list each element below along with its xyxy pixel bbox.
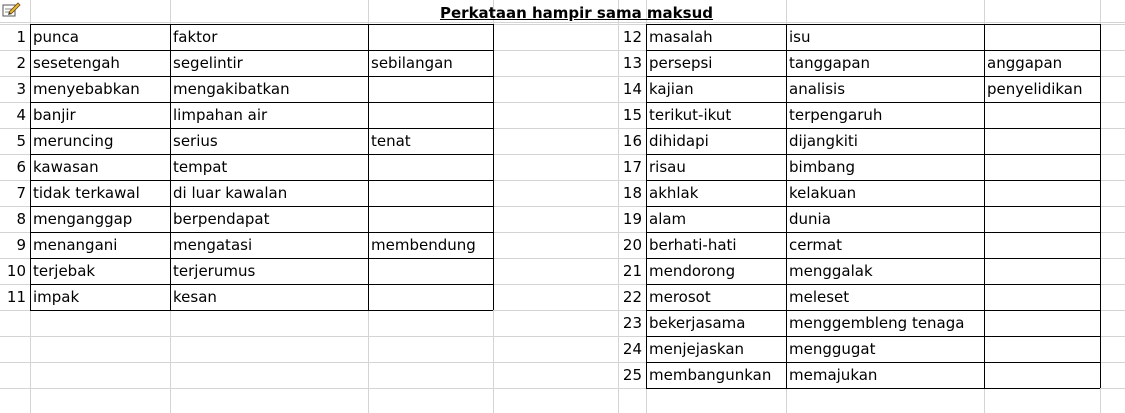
- row-number[interactable]: 20: [622, 236, 642, 254]
- row-number[interactable]: 6: [16, 158, 26, 176]
- synonym-extra-cell[interactable]: [368, 284, 493, 310]
- word-cell[interactable]: merosot: [649, 288, 711, 306]
- synonym-cell[interactable]: serius: [173, 132, 218, 150]
- synonym-extra-cell[interactable]: membendung: [371, 236, 476, 254]
- synonym-cell[interactable]: mengakibatkan: [173, 80, 290, 98]
- word-cell[interactable]: terjebak: [33, 262, 96, 280]
- word-cell[interactable]: meruncing: [33, 132, 114, 150]
- synonym-cell[interactable]: analisis: [789, 80, 846, 98]
- synonym-extra-cell[interactable]: [368, 206, 493, 232]
- row-number[interactable]: 22: [622, 288, 642, 306]
- word-cell[interactable]: mendorong: [649, 262, 736, 280]
- word-cell[interactable]: menangani: [33, 236, 118, 254]
- synonym-extra-cell[interactable]: [984, 310, 1100, 336]
- synonym-extra-cell[interactable]: [984, 102, 1100, 128]
- word-cell[interactable]: menganggap: [33, 210, 133, 228]
- row-number[interactable]: 11: [6, 288, 26, 306]
- row-number[interactable]: 15: [622, 106, 642, 124]
- word-cell[interactable]: terikut-ikut: [649, 106, 732, 124]
- row-number[interactable]: 21: [622, 262, 642, 280]
- word-cell[interactable]: membangunkan: [649, 366, 772, 384]
- row-number[interactable]: 2: [16, 54, 26, 72]
- synonym-extra-cell[interactable]: [984, 180, 1100, 206]
- synonym-cell[interactable]: di luar kawalan: [173, 184, 288, 202]
- synonym-cell[interactable]: bimbang: [789, 158, 856, 176]
- row-number[interactable]: 7: [16, 184, 26, 202]
- row-number[interactable]: 10: [6, 262, 26, 280]
- synonym-extra-cell[interactable]: penyelidikan: [987, 80, 1083, 98]
- synonym-cell[interactable]: tempat: [173, 158, 228, 176]
- synonym-cell[interactable]: isu: [789, 28, 811, 46]
- word-cell[interactable]: sesetengah: [33, 54, 120, 72]
- row-number[interactable]: 24: [622, 340, 642, 358]
- synonym-cell[interactable]: menggalak: [789, 262, 873, 280]
- synonym-cell[interactable]: berpendapat: [173, 210, 270, 228]
- word-cell[interactable]: dihidapi: [649, 132, 709, 150]
- synonym-cell[interactable]: memajukan: [789, 366, 878, 384]
- row-number[interactable]: 18: [622, 184, 642, 202]
- row-number[interactable]: 1: [16, 28, 26, 46]
- row-number[interactable]: 3: [16, 80, 26, 98]
- synonym-cell[interactable]: terjerumus: [173, 262, 256, 280]
- word-cell[interactable]: punca: [33, 28, 79, 46]
- word-cell[interactable]: menyebabkan: [33, 80, 140, 98]
- synonym-cell[interactable]: kelakuan: [789, 184, 857, 202]
- synonym-extra-cell[interactable]: [368, 180, 493, 206]
- word-cell[interactable]: risau: [649, 158, 686, 176]
- synonym-extra-cell[interactable]: [368, 24, 493, 50]
- row-number[interactable]: 13: [622, 54, 642, 72]
- synonym-cell[interactable]: faktor: [173, 28, 218, 46]
- synonym-cell[interactable]: meleset: [789, 288, 850, 306]
- row-number[interactable]: 4: [16, 106, 26, 124]
- synonym-cell[interactable]: terpengaruh: [789, 106, 883, 124]
- synonym-extra-cell[interactable]: tenat: [371, 132, 411, 150]
- word-cell[interactable]: menjejaskan: [649, 340, 745, 358]
- row-number[interactable]: 17: [622, 158, 642, 176]
- synonym-extra-cell[interactable]: anggapan: [987, 54, 1063, 72]
- synonym-cell[interactable]: menggugat: [789, 340, 876, 358]
- word-cell[interactable]: banjir: [33, 106, 76, 124]
- row-number[interactable]: 5: [16, 132, 26, 150]
- synonym-extra-cell[interactable]: [984, 232, 1100, 258]
- row-number[interactable]: 23: [622, 314, 642, 332]
- synonym-cell[interactable]: menggembleng tenaga: [789, 314, 965, 332]
- synonym-extra-cell[interactable]: [368, 154, 493, 180]
- word-cell[interactable]: akhlak: [649, 184, 699, 202]
- synonym-cell[interactable]: mengatasi: [173, 236, 253, 254]
- word-cell[interactable]: kajian: [649, 80, 694, 98]
- row-number[interactable]: 9: [16, 236, 26, 254]
- sheet-title[interactable]: Perkataan hampir sama maksud: [440, 4, 714, 22]
- synonym-cell[interactable]: dunia: [789, 210, 831, 228]
- synonym-cell[interactable]: tanggapan: [789, 54, 871, 72]
- word-cell[interactable]: kawasan: [33, 158, 99, 176]
- synonym-cell[interactable]: dijangkiti: [789, 132, 858, 150]
- pencil-paper-icon[interactable]: [0, 0, 30, 22]
- word-cell[interactable]: masalah: [649, 28, 713, 46]
- synonym-extra-cell[interactable]: [984, 206, 1100, 232]
- synonym-extra-cell[interactable]: [984, 258, 1100, 284]
- synonym-cell[interactable]: kesan: [173, 288, 217, 306]
- row-number[interactable]: 25: [622, 366, 642, 384]
- synonym-extra-cell[interactable]: [368, 76, 493, 102]
- word-cell[interactable]: persepsi: [649, 54, 713, 72]
- word-cell[interactable]: bekerjasama: [649, 314, 746, 332]
- row-number[interactable]: 16: [622, 132, 642, 150]
- row-number[interactable]: 8: [16, 210, 26, 228]
- synonym-cell[interactable]: limpahan air: [173, 106, 268, 124]
- synonym-extra-cell[interactable]: [368, 258, 493, 284]
- word-cell[interactable]: berhati-hati: [649, 236, 737, 254]
- word-cell[interactable]: alam: [649, 210, 687, 228]
- synonym-extra-cell[interactable]: [984, 336, 1100, 362]
- row-number[interactable]: 12: [622, 28, 642, 46]
- synonym-extra-cell[interactable]: [984, 128, 1100, 154]
- word-cell[interactable]: tidak terkawal: [33, 184, 140, 202]
- synonym-cell[interactable]: cermat: [789, 236, 843, 254]
- row-number[interactable]: 19: [622, 210, 642, 228]
- synonym-extra-cell[interactable]: [984, 284, 1100, 310]
- synonym-extra-cell[interactable]: [984, 24, 1100, 50]
- row-number[interactable]: 14: [622, 80, 642, 98]
- synonym-extra-cell[interactable]: [984, 362, 1100, 388]
- synonym-extra-cell[interactable]: [368, 102, 493, 128]
- synonym-extra-cell[interactable]: [984, 154, 1100, 180]
- synonym-extra-cell[interactable]: sebilangan: [371, 54, 453, 72]
- synonym-cell[interactable]: segelintir: [173, 54, 243, 72]
- word-cell[interactable]: impak: [33, 288, 80, 306]
